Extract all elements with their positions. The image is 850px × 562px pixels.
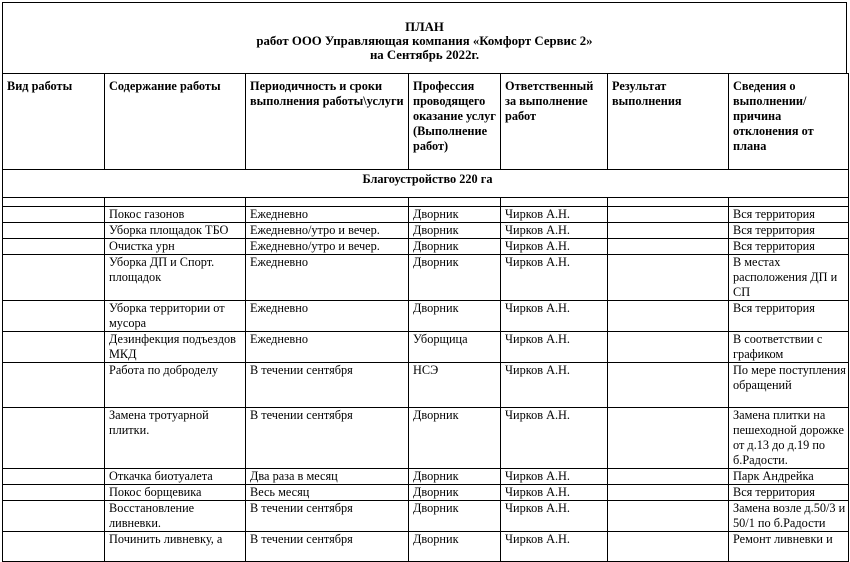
cell-work-content: Починить ливневку, а — [105, 532, 246, 562]
cell-period: В течении сентября — [246, 363, 409, 408]
table-row — [3, 223, 849, 239]
cell-result — [608, 255, 729, 301]
cell-info: Вся территория — [729, 223, 849, 239]
cell-result — [608, 207, 729, 223]
cell-work-type — [3, 469, 105, 485]
cell-period: В течении сентября — [246, 532, 409, 562]
table-row — [3, 532, 849, 562]
cell-profession: Уборщица — [409, 332, 501, 363]
cell-responsible: Чирков А.Н. — [501, 223, 608, 239]
column-header: Профессия проводящего оказание услуг (Выполнение работ) — [409, 74, 501, 170]
cell-info: Парк Андрейка — [729, 469, 849, 485]
cell-work-type — [3, 532, 105, 562]
cell-work-content: Очистка урн — [105, 239, 246, 255]
cell-info: По мере поступления обращений — [729, 363, 849, 408]
cell-result — [608, 532, 729, 562]
cell-work-content: Покос газонов — [105, 207, 246, 223]
table-row — [3, 239, 849, 255]
cell-info: Ремонт ливневки и — [729, 532, 849, 562]
cell-period: Ежедневно/утро и вечер. — [246, 223, 409, 239]
cell-responsible: Чирков А.Н. — [501, 501, 608, 532]
cell-result — [608, 332, 729, 363]
cell-responsible: Чирков А.Н. — [501, 485, 608, 501]
table-row — [3, 301, 849, 332]
cell-work-type — [3, 501, 105, 532]
cell-profession: Дворник — [409, 239, 501, 255]
cell-profession: Дворник — [409, 207, 501, 223]
cell-result — [608, 469, 729, 485]
cell-info: Вся территория — [729, 207, 849, 223]
cell-work-type — [3, 223, 105, 239]
cell-profession: Дворник — [409, 301, 501, 332]
cell-responsible: Чирков А.Н. — [501, 301, 608, 332]
cell-work-type — [3, 239, 105, 255]
table-row — [3, 207, 849, 223]
cell-profession: Дворник — [409, 223, 501, 239]
table-row — [3, 501, 849, 532]
cell-responsible: Чирков А.Н. — [501, 255, 608, 301]
cell-period: В течении сентября — [246, 501, 409, 532]
cell-result — [608, 363, 729, 408]
cell-period: Ежедневно — [246, 301, 409, 332]
cell-work-type — [3, 363, 105, 408]
document-period: на Сентябрь 2022г. — [369, 48, 480, 62]
cell-period: Ежедневно — [246, 255, 409, 301]
cell-result — [608, 485, 729, 501]
document-header — [2, 2, 847, 74]
table-row — [3, 469, 849, 485]
cell-work-type — [3, 408, 105, 469]
cell-info: Замена плитки на пешеходной дорожке от д.13 до д.19 по б.Радости. — [729, 408, 849, 469]
cell-result — [608, 408, 729, 469]
section-title: Благоустройство 220 га — [3, 170, 849, 198]
cell-responsible: Чирков А.Н. — [501, 469, 608, 485]
cell-responsible: Чирков А.Н. — [501, 408, 608, 469]
cell-work-content: Восстановление ливневки. — [105, 501, 246, 532]
cell-profession: Дворник — [409, 255, 501, 301]
cell-period: Два раза в месяц — [246, 469, 409, 485]
table-row — [3, 363, 849, 408]
cell-info: В местах расположения ДП и СП — [729, 255, 849, 301]
cell-result — [608, 239, 729, 255]
cell-info: Замена возле д.50/3 и 50/1 по б.Радости — [729, 501, 849, 532]
table-header-row — [3, 74, 849, 170]
cell-work-content: Дезинфекция подъездов МКД — [105, 332, 246, 363]
column-header: Периодичность и сроки выполнения работы\услуги — [246, 74, 409, 170]
cell-period: Ежедневно — [246, 207, 409, 223]
cell-work-type — [3, 332, 105, 363]
document-subtitle: работ ООО Управляющая компания «Комфорт Сервис 2» — [256, 34, 593, 48]
cell-work-type — [3, 301, 105, 332]
cell-responsible: Чирков А.Н. — [501, 207, 608, 223]
cell-responsible: Чирков А.Н. — [501, 332, 608, 363]
cell-work-content: Откачка биотуалета — [105, 469, 246, 485]
cell-work-content: Замена тротуарной плитки. — [105, 408, 246, 469]
cell-work-content: Уборка территории от мусора — [105, 301, 246, 332]
column-header: Ответственный за выполнение работ — [501, 74, 608, 170]
cell-info: Вся территория — [729, 485, 849, 501]
cell-info: В соответствии с графиком — [729, 332, 849, 363]
cell-work-content: Уборка ДП и Спорт. площадок — [105, 255, 246, 301]
cell-profession: Дворник — [409, 485, 501, 501]
cell-period: Ежедневно/утро и вечер. — [246, 239, 409, 255]
column-header: Результат выполнения — [608, 74, 729, 170]
cell-profession: Дворник — [409, 469, 501, 485]
cell-work-content: Уборка площадок ТБО — [105, 223, 246, 239]
cell-result — [608, 501, 729, 532]
section-row — [3, 170, 849, 198]
cell-work-type — [3, 207, 105, 223]
column-header: Содержание работы — [105, 74, 246, 170]
table-row — [3, 255, 849, 301]
cell-work-content: Работа по доброделу — [105, 363, 246, 408]
cell-profession: НСЭ — [409, 363, 501, 408]
work-plan-table — [2, 73, 849, 562]
table-row — [3, 332, 849, 363]
cell-profession: Дворник — [409, 501, 501, 532]
cell-info: Вся территория — [729, 239, 849, 255]
cell-responsible: Чирков А.Н. — [501, 532, 608, 562]
cell-work-content: Покос борщевика — [105, 485, 246, 501]
spacer-row — [3, 198, 849, 207]
cell-responsible: Чирков А.Н. — [501, 363, 608, 408]
cell-responsible: Чирков А.Н. — [501, 239, 608, 255]
cell-work-type — [3, 485, 105, 501]
column-header: Сведения о выполнении/ причина отклонения от плана — [729, 74, 849, 170]
cell-work-type — [3, 255, 105, 301]
cell-period: В течении сентября — [246, 408, 409, 469]
cell-profession: Дворник — [409, 532, 501, 562]
cell-profession: Дворник — [409, 408, 501, 469]
table-row — [3, 408, 849, 469]
column-header: Вид работы — [3, 74, 105, 170]
cell-period: Весь месяц — [246, 485, 409, 501]
cell-info: Вся территория — [729, 301, 849, 332]
cell-result — [608, 301, 729, 332]
document-title: ПЛАН — [405, 20, 444, 34]
cell-period: Ежедневно — [246, 332, 409, 363]
cell-result — [608, 223, 729, 239]
table-row — [3, 485, 849, 501]
